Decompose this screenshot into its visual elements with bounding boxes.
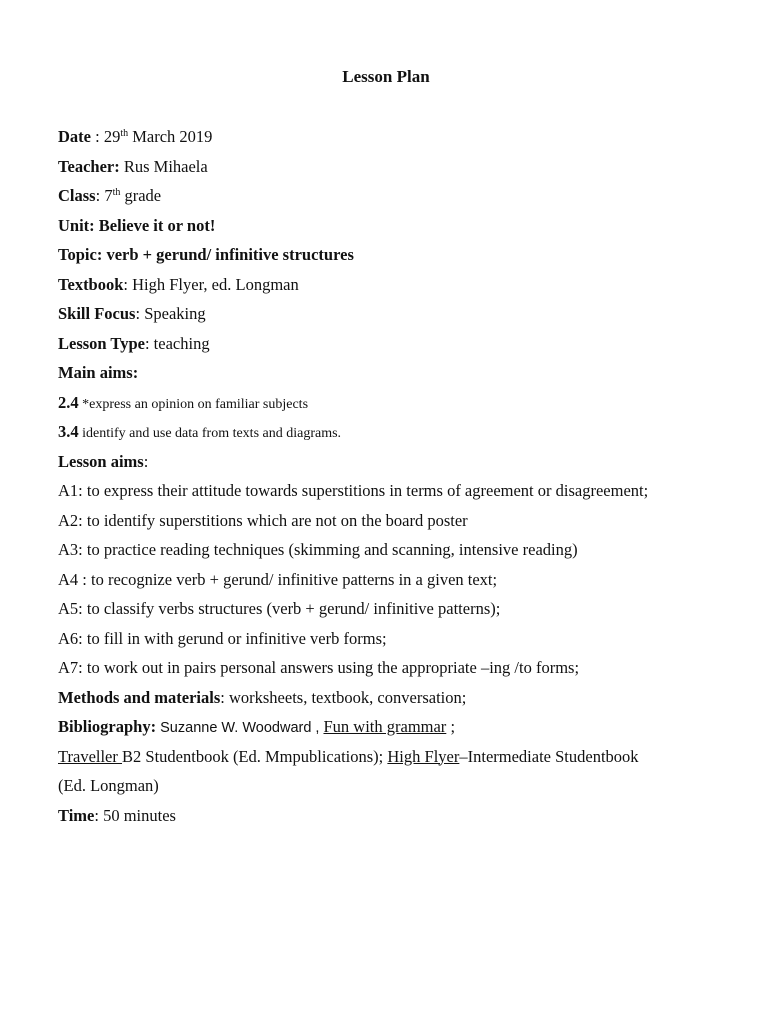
teacher-label: Teacher: <box>58 156 120 176</box>
time-row <box>58 804 758 834</box>
textbook-label: Textbook <box>58 274 124 294</box>
class-separator: : <box>95 186 105 205</box>
unit-row <box>58 214 758 244</box>
methods-row <box>58 686 758 716</box>
date-day: 29 <box>103 127 121 146</box>
main-aim-item <box>58 420 758 450</box>
bibliography-book-high-flyer-details: –Intermediate Studentbook <box>459 746 639 766</box>
main-aim-text: identify and use data from texts and diagrams. <box>78 426 342 441</box>
lesson-aims-colon: : <box>143 451 149 471</box>
page-title: Lesson Plan <box>342 67 430 86</box>
skill-focus-label: Skill Focus <box>58 304 136 323</box>
class-label: Class <box>58 186 96 205</box>
lesson-aim-item: A4 : to recognize verb + gerund/ infinitive patterns in a given text; <box>58 569 498 589</box>
class-number: 7 <box>104 186 113 205</box>
bibliography-book-high-flyer: High Flyer <box>387 746 460 766</box>
lesson-type-label: Lesson Type <box>58 333 145 353</box>
time-label: Time <box>58 805 95 825</box>
lesson-type-value: : teaching <box>144 333 210 353</box>
class-rest: grade <box>120 186 162 205</box>
bibliography-row-2 <box>58 745 758 775</box>
lesson-aim-item: A1: to express their attitude towards superstitions in terms of agreement or disagreement; <box>58 481 649 500</box>
bibliography-author: Suzanne W. Woodward , <box>156 720 324 736</box>
methods-value: : worksheets, textbook, conversation; <box>220 687 467 707</box>
bibliography-book-fun-with-grammar: Fun with grammar <box>323 717 447 736</box>
topic-label: Topic <box>58 245 97 264</box>
lesson-aim-item: A7: to work out in pairs personal answers using the appropriate –ing /to forms; <box>58 658 580 677</box>
main-aim-text: *express an opinion on familiar subjects <box>78 396 309 412</box>
methods-label: Methods and materials <box>58 687 221 707</box>
bibliography-separator: ; <box>446 717 456 736</box>
bibliography-book-traveller: Traveller <box>58 746 123 766</box>
date-separator: : <box>90 127 104 146</box>
bibliography-row <box>58 715 758 745</box>
teacher-value: Rus Mihaela <box>119 156 208 176</box>
main-aim-item <box>58 391 758 421</box>
bibliography-book-high-flyer-publisher: (Ed. Longman) <box>58 776 159 795</box>
lesson-aim-item: A5: to classify verbs structures (verb + gerund/ infinitive patterns); <box>58 599 501 618</box>
lesson-aim-item: A2: to identify superstitions which are not on the board poster <box>58 510 468 530</box>
unit-text: Unit: Believe it or not! <box>58 215 216 235</box>
topic-row <box>58 243 758 273</box>
bibliography-label: Bibliography: <box>58 717 157 736</box>
date-label: Date <box>58 127 91 146</box>
date-day-suffix: th <box>120 128 129 139</box>
main-aims-heading: Main aims: <box>58 363 139 382</box>
bibliography-row-3 <box>58 774 758 804</box>
main-aim-number: 3.4 <box>58 422 79 441</box>
date-row <box>58 125 758 155</box>
class-number-suffix: th <box>112 187 121 198</box>
class-row <box>58 184 758 214</box>
textbook-value: : High Flyer, ed. Longman <box>123 274 299 294</box>
date-rest: March 2019 <box>128 127 213 146</box>
bibliography-book-traveller-details: B2 Studentbook (Ed. Mmpublications); <box>122 746 388 766</box>
lesson-type-row <box>58 332 758 362</box>
skill-focus-value: : Speaking <box>135 304 206 323</box>
lesson-details <box>58 125 758 833</box>
lesson-aims-heading-row <box>58 450 758 480</box>
lesson-aim-item: A3: to practice reading techniques (skimming and scanning, intensive reading) <box>58 540 578 559</box>
main-aims-heading-row <box>58 361 758 391</box>
main-aim-number: 2.4 <box>58 392 79 412</box>
skill-focus-row <box>58 302 758 332</box>
topic-value: : verb + gerund/ infinitive structures <box>96 245 354 264</box>
teacher-row <box>58 155 758 185</box>
textbook-row <box>58 273 758 303</box>
lesson-aim-item: A6: to fill in with gerund or infinitive verb forms; <box>58 628 387 648</box>
time-value: : 50 minutes <box>94 805 176 825</box>
lesson-aims-label: Lesson aims <box>58 451 144 471</box>
